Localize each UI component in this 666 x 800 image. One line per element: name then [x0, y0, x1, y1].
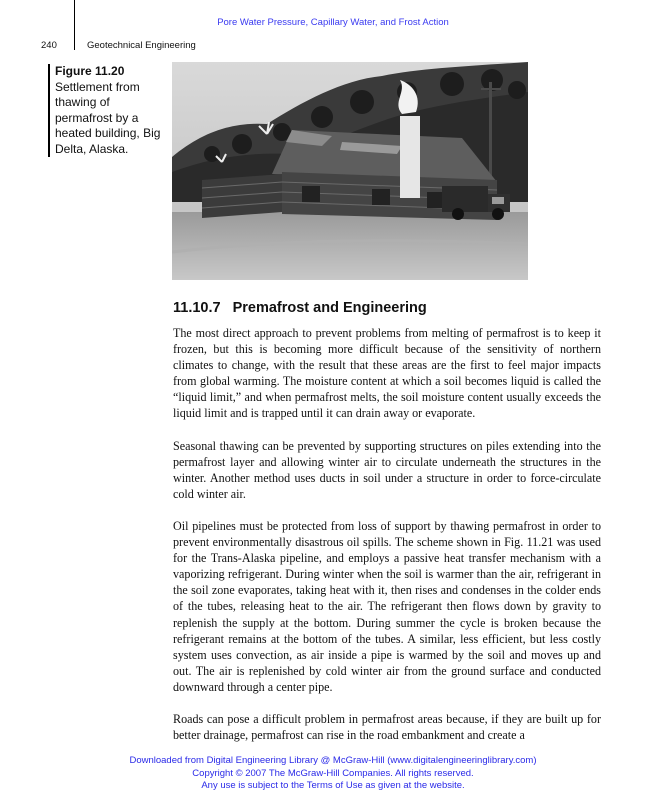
footer-copyright: Copyright © 2007 The McGraw-Hill Companies. All rights reserved.: [192, 767, 474, 779]
figure-caption: [48, 64, 165, 157]
paragraph: The most direct approach to prevent problems from melting of permafrost is to keep it frozen, but this is becoming more difficult because of the sensitivity of northern climates to change, with the result that these areas are the first to feel major impacts from global warming. The moisture content at which a soil becomes liquid is called the “liquid limit,” and when permafrost melts, the soil moisture content usually exceeds the liquid limit and is trapped until it can drain away or evaporate.: [173, 326, 601, 421]
footer-download-link[interactable]: Downloaded from Digital Engineering Library @ McGraw-Hill (www.digitalengineeringlibrary.com): [129, 755, 537, 766]
running-title: Pore Water Pressure, Capillary Water, and Frost Action: [217, 17, 449, 28]
section-title: Premafrost and Engineering: [232, 300, 427, 316]
page-number: 240: [41, 40, 57, 51]
figure-label: Figure 11.20: [55, 64, 125, 78]
header-rule: [74, 0, 75, 50]
body-text: [173, 325, 601, 743]
section-number: 11.10.7: [173, 300, 221, 316]
figure-photo: [172, 62, 528, 280]
figure-caption-text: Settlement from thawing of permafrost by a heated building, Big Delta, Alaska.: [55, 79, 161, 156]
paragraph: Roads can pose a difficult problem in permafrost areas because, if they are built up for better drainage, permafrost can rise in the road embankment and create a: [173, 711, 601, 743]
paragraph: Oil pipelines must be protected from loss of support by thawing permafrost in order to prevent environmentally disastrous oil spills. The scheme shown in Fig. 11.21 was used for the Trans-Alaska pipeline, and employs a passive heat transfer mechanism with a vaporizing refrigerant. During winter when the soil is warmer than the air, refrigerant in the soil zone evaporates, taking heat with it, then rises and condenses in the colder ends of the tubes, releasing heat to the air. The refrigerant then flows down by gravity to replenish the supply at the bottom. During summer the cycle is broken because the refrigerant remains at the bottom of the tubes. A similar, less efficient, but less costly system uses convection, as air inside a pipe is warmed by the soil and moves up and out. The air is replenished by cold winter air from the ground surface and conducted downward through a center pipe.: [173, 518, 601, 694]
footer-terms-link[interactable]: Any use is subject to the Terms of Use as given at the website.: [201, 780, 465, 791]
footer: [0, 755, 666, 793]
section-heading: [173, 300, 603, 316]
settled-building-photo: [172, 62, 528, 280]
paragraph: Seasonal thawing can be prevented by supporting structures on piles extending into the permafrost layer and allowing winter air to circulate underneath the structures in the winter. Another method uses ducts in soil under a structure in order to force-circulate cold winter air.: [173, 438, 601, 501]
book-title: Geotechnical Engineering: [87, 40, 196, 51]
